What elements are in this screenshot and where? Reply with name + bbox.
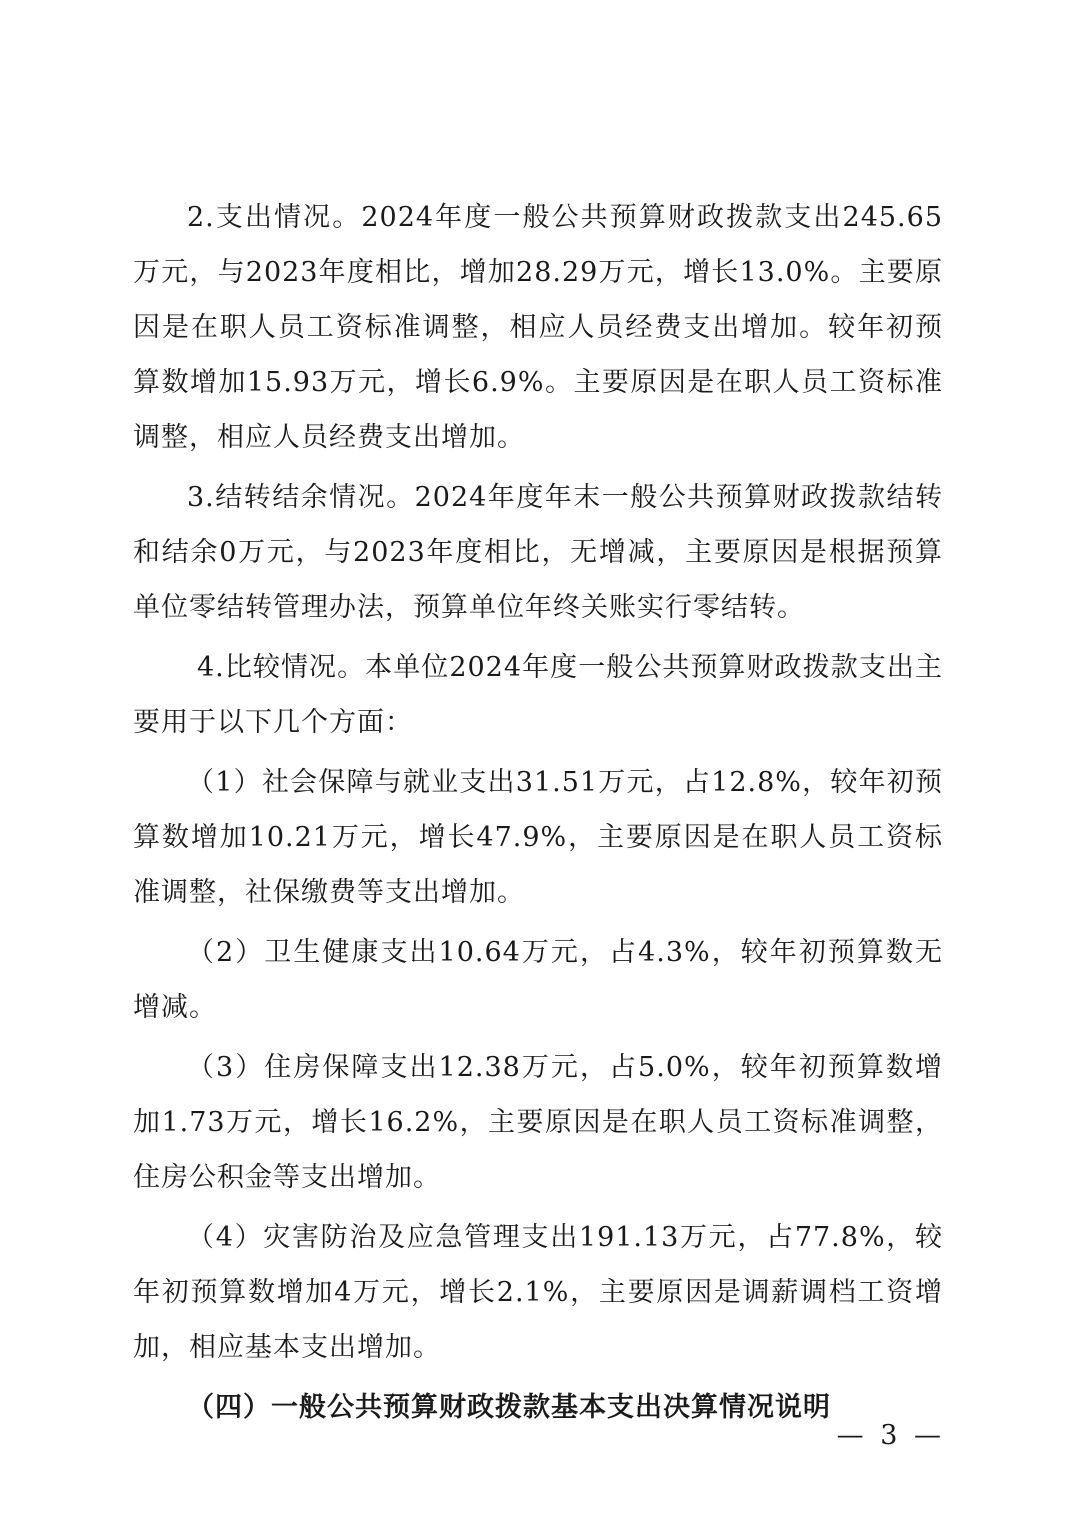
section-heading: （四）一般公共预算财政拨款基本支出决算情况说明 — [187, 1392, 831, 1423]
paragraph-item-2: （2）卫生健康支出10.64万元，占4.3%，较年初预算数无增减。 — [133, 937, 943, 1023]
page-number: — 3 — — [836, 1420, 945, 1451]
paragraph-item-4: （4）灾害防治及应急管理支出191.13万元，占77.8%，较年初预算数增加4万元，增长2.1%，主要原因是调薪调档工资增加，相应基本支出增加。 — [133, 1222, 943, 1363]
paragraph-expenditure: 2.支出情况。2024年度一般公共预算财政拨款支出245.65万元，与2023年度相比，增加28.29万元，增长13.0%。主要原因是在职人员工资标准调整，相应人员经费支出增加。较年初预算数增加15.93万元，增长6.9%。主要原因是在职人员工资标准调整，相应人员经费支出增加。 — [133, 202, 943, 453]
document-body — [133, 190, 943, 1435]
paragraph-item-3: （3）住房保障支出12.38万元，占5.0%，较年初预算数增加1.73万元，增长16.2%，主要原因是在职人员工资标准调整，住房公积金等支出增加。 — [133, 1052, 943, 1193]
paragraph-comparison: 4.比较情况。本单位2024年度一般公共预算财政拨款支出主要用于以下几个方面： — [133, 652, 943, 738]
paragraph-carryover: 3.结转结余情况。2024年度年末一般公共预算财政拨款结转和结余0万元，与2023年度相比，无增减，主要原因是根据预算单位零结转管理办法，预算单位年终关账实行零结转。 — [133, 482, 943, 623]
paragraph-item-1: （1）社会保障与就业支出31.51万元，占12.8%，较年初预算数增加10.21万元，增长47.9%，主要原因是在职人员工资标准调整，社保缴费等支出增加。 — [133, 767, 943, 908]
